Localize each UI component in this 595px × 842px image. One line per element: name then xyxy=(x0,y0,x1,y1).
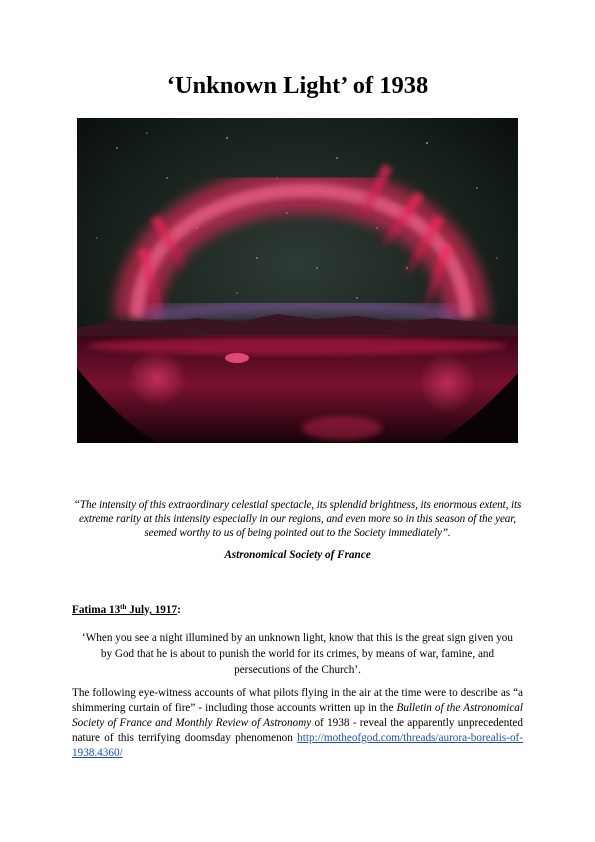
heading-sup: th xyxy=(120,603,127,611)
aurora-photo-art xyxy=(77,118,518,443)
quote-attribution: Astronomical Society of France xyxy=(224,549,371,561)
aurora-photo xyxy=(77,118,518,443)
section-heading xyxy=(72,604,181,616)
heading-suffix: July, 1917 xyxy=(126,604,178,616)
body-paragraph xyxy=(72,686,523,761)
source-link[interactable]: http://motheofgod.com/threads/aurora-borealis-of-1938.4360/ xyxy=(72,732,523,759)
body-part-1: The following eye-witness accounts of what pilots flying in the air at the time were to describe as “a shimmering curtain of fire” - including those accounts written up in the xyxy=(72,687,523,714)
heading-colon: : xyxy=(177,604,181,616)
prophecy-quote: ‘When you see a night illumined by an unknown light, know that this is the great sign given you by God that he is about to punish the world for its crimes, by means of war, famine, and persecutions of the Church’. xyxy=(82,632,513,676)
bulletin-title: Bulletin of the Astronomical Society of France and Monthly Review of Astronomy xyxy=(72,702,523,729)
body-part-2: of 1938 - reveal the apparently unprecedented nature of this terrifying doomsday phenomenon xyxy=(72,717,523,744)
heading-prefix: Fatima 13 xyxy=(72,604,121,616)
page-title: ‘Unknown Light’ of 1938 xyxy=(166,72,429,99)
quote-text: “The intensity of this extraordinary celestial spectacle, its splendid brightness, its enormous extent, its extreme rarity at this intensity especially in our regions, and even more so in this season of the year, seemed worthy to us of being pointed out to the Society immediately”. xyxy=(73,499,522,540)
